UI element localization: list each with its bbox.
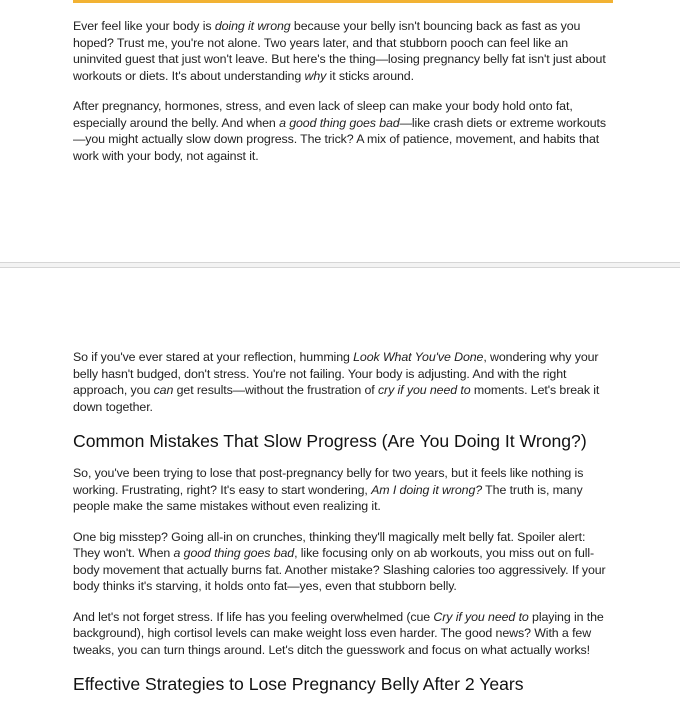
accent-rule bbox=[73, 0, 613, 3]
page-1-content bbox=[73, 18, 613, 178]
document-page-2 bbox=[0, 268, 680, 728]
paragraph-stress: And let's not forget stress. If life has you feeling overwhelmed (cue Cry if you need to playing in the background), high cortisol levels can make weight loss even harder. The good news? With a few tweaks, you can turn things around. Let's ditch the guesswork and focus on what actually works! bbox=[73, 609, 604, 657]
document-page-1 bbox=[0, 0, 680, 262]
section-heading-mistakes: Common Mistakes That Slow Progress (Are You Doing It Wrong?) bbox=[73, 431, 587, 451]
page-2-content bbox=[73, 349, 613, 710]
paragraph-crunches: One big misstep? Going all-in on crunches, thinking they'll magically melt belly fat. Spoiler alert: They won't. When a good thing goes bad, like focusing only on ab workouts, you miss out on full-body movement that actually burns fat. Another mistake? Slashing calories too aggressively. If your body thinks it's starving, it holds onto fat—yes, even that stubborn belly. bbox=[73, 529, 606, 593]
paragraph-hormones: After pregnancy, hormones, stress, and even lack of sleep can make your body hold onto fat, especially around the belly. And when a good thing goes bad—like crash diets or extreme workouts—you might actually slow down progress. The trick? A mix of patience, movement, and habits that work with your body, not against it. bbox=[73, 99, 606, 163]
paragraph-reflection: So if you've ever stared at your reflection, humming Look What You've Done, wondering why your belly hasn't budged, don't stress. You're not failing. Your body is adjusting. And with the right approach, you can get results—without the frustration of cry if you need to moments. Let's break it down together. bbox=[73, 350, 600, 414]
paragraph-intro: Ever feel like your body is doing it wrong because your belly isn't bouncing back as fast as you hoped? Trust me, you're not alone. Two years later, and that stubborn pooch can feel like an uninvited guest that just won't leave. But here's the thing—losing pregnancy belly fat isn't just about workouts or diets. It's about understanding why it sticks around. bbox=[73, 19, 606, 83]
paragraph-frustrating: So, you've been trying to lose that post-pregnancy belly for two years, but it feels like nothing is working. Frustrating, right? It's easy to start wondering, Am I doing it wrong? The truth is, many people make the same mistakes without even realizing it. bbox=[73, 466, 584, 513]
section-heading-strategies: Effective Strategies to Lose Pregnancy Belly After 2 Years bbox=[73, 674, 524, 694]
